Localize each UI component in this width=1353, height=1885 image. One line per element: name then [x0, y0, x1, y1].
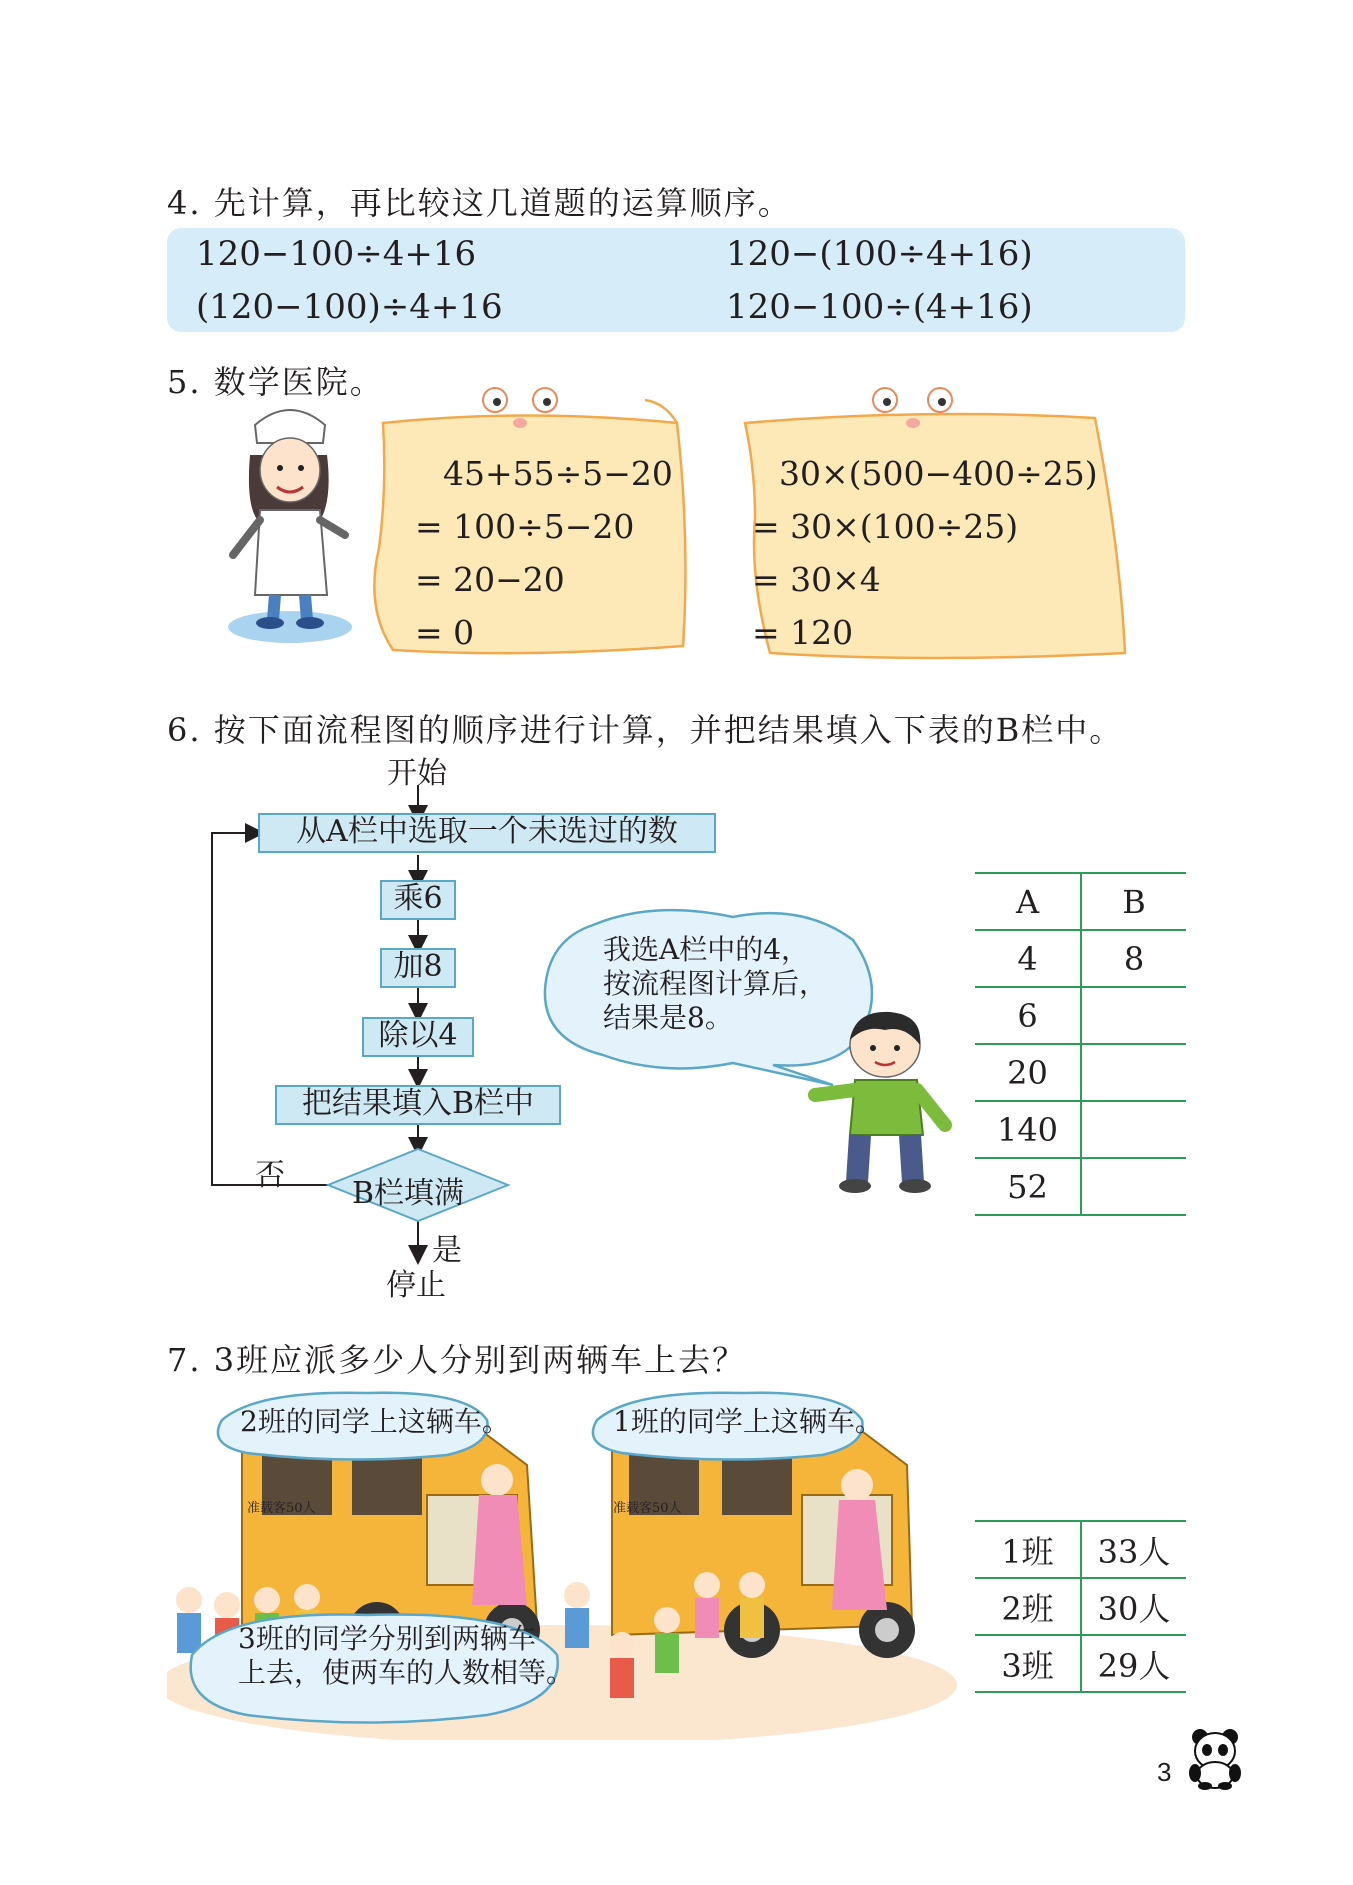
q7-class-table: [975, 1520, 1186, 1693]
flow-yes-label: 是: [432, 1233, 462, 1268]
card1-line-2: = 100÷5−20: [415, 507, 635, 546]
bubble-q6-line-2: 按流程图计算后，: [603, 967, 828, 1000]
table-cell-b: [1081, 1101, 1186, 1158]
q4-expr-1: 120−100÷4+16: [196, 234, 477, 274]
table-row: [975, 1521, 1186, 1578]
panda-icon: [1180, 1725, 1250, 1790]
card2-line-2: = 30×(100÷25): [752, 507, 1019, 546]
flow-step-add: 加8: [380, 948, 456, 988]
card2-line-1: 30×(500−400÷25): [779, 454, 1098, 493]
flow-step-multiply: 乘6: [380, 880, 456, 920]
boy-illustration: [805, 1010, 955, 1195]
q4-expr-2: 120−(100÷4+16): [726, 234, 1033, 274]
table-cell-count: 33人: [1081, 1521, 1186, 1578]
table-cell-class: 2班: [975, 1578, 1081, 1635]
bus-sign-left: 准载客50人: [247, 1501, 316, 1516]
bubble-class1: 1班的同学上这辆车。: [613, 1405, 883, 1438]
bubble-q6-line-1: 我选A栏中的4，: [603, 933, 810, 966]
q7-title: 7. 3班应派多少人分别到两辆车上去？: [167, 1341, 747, 1379]
q4-title: 4. 先计算，再比较这几道题的运算顺序。: [167, 184, 792, 222]
table-row: [975, 1635, 1186, 1692]
flow-step-fill: 把结果填入B栏中: [275, 1085, 561, 1125]
table-cell-a: 52: [975, 1158, 1081, 1215]
card1-line-1: 45+55÷5−20: [443, 454, 673, 493]
table-cell-a: 140: [975, 1101, 1081, 1158]
table-row: [975, 873, 1186, 930]
bubble-q6-line-3: 结果是8。: [603, 1001, 733, 1034]
q5-title: 5. 数学医院。: [167, 363, 384, 401]
card2-line-3: = 30×4: [752, 560, 881, 599]
table-cell-count: 30人: [1081, 1578, 1186, 1635]
table-cell-class: 3班: [975, 1635, 1081, 1692]
table-row: [975, 1158, 1186, 1215]
q6-ab-table: [975, 872, 1186, 1216]
table-cell-count: 29人: [1081, 1635, 1186, 1692]
bubble-class3-line-2: 上去，使两车的人数相等。: [238, 1656, 575, 1689]
table-cell-a: 6: [975, 987, 1081, 1044]
table-cell-b: [1081, 987, 1186, 1044]
table-row: [975, 930, 1186, 987]
table-header-a: A: [975, 873, 1081, 930]
flow-decision: B栏填满: [352, 1176, 465, 1211]
table-cell-a: 20: [975, 1044, 1081, 1101]
bus-sign-right: 准载客50人: [613, 1501, 682, 1516]
flow-no-label: 否: [255, 1158, 285, 1193]
page-number: 3: [1157, 1757, 1172, 1787]
table-cell-b: 8: [1081, 930, 1186, 987]
flow-step-divide: 除以4: [362, 1017, 474, 1057]
bubble-class2: 2班的同学上这辆车。: [240, 1405, 510, 1438]
card1-line-4: = 0: [415, 613, 475, 652]
table-cell-b: [1081, 1158, 1186, 1215]
q4-expr-3: (120−100)÷4+16: [196, 287, 503, 327]
bubble-class3-line-1: 3班的同学分别到两辆车: [238, 1622, 536, 1655]
doctor-illustration: [215, 395, 360, 645]
table-row: [975, 1044, 1186, 1101]
card2-line-4: = 120: [752, 613, 854, 652]
table-row: [975, 987, 1186, 1044]
flow-stop: 停止: [386, 1268, 446, 1303]
table-row: [975, 1578, 1186, 1635]
table-cell-b: [1081, 1044, 1186, 1101]
q4-expr-4: 120−100÷(4+16): [726, 287, 1033, 327]
q6-title: 6. 按下面流程图的顺序进行计算，并把结果填入下表的B栏中。: [167, 711, 1124, 749]
card1-line-3: = 20−20: [415, 560, 565, 599]
table-row: [975, 1101, 1186, 1158]
flow-start: 开始: [387, 756, 447, 791]
table-cell-a: 4: [975, 930, 1081, 987]
flow-step-select: 从A栏中选取一个未选过的数: [258, 813, 716, 853]
table-cell-class: 1班: [975, 1521, 1081, 1578]
table-header-b: B: [1081, 873, 1186, 930]
